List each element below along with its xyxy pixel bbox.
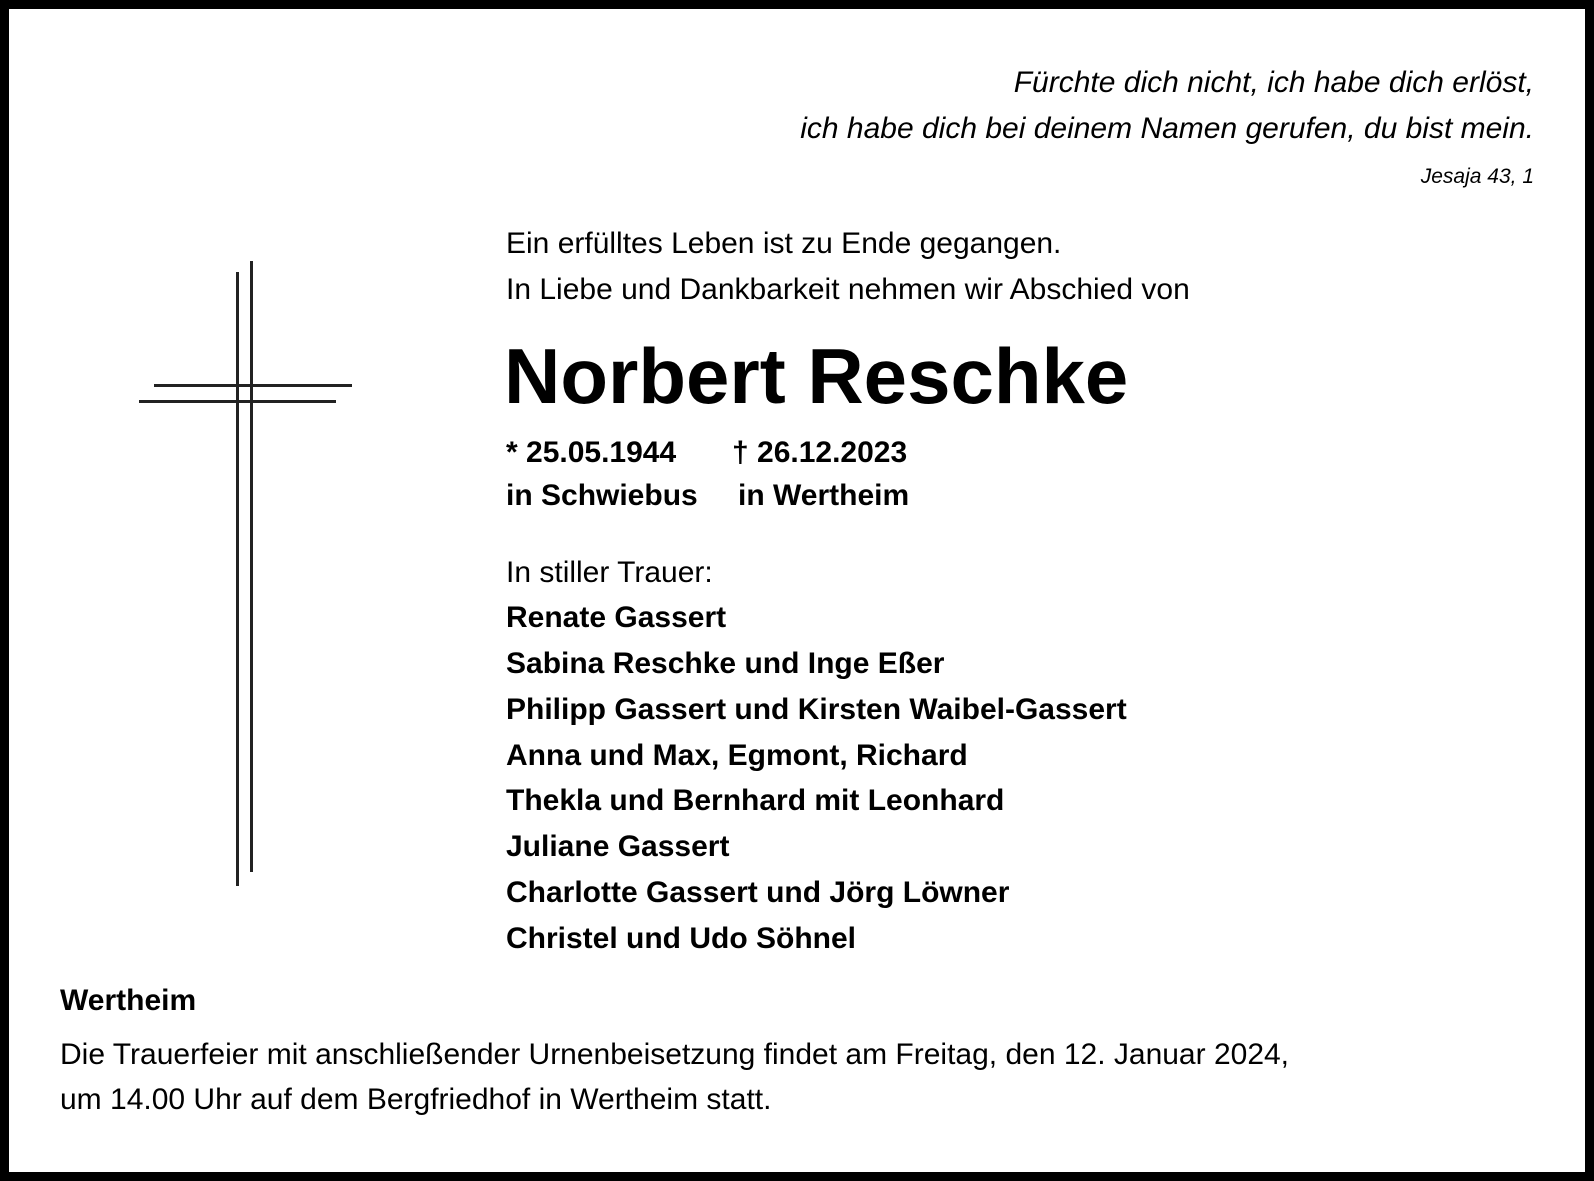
quote-reference: Jesaja 43, 1	[1420, 165, 1534, 188]
deceased-name: Norbert Reschke	[504, 332, 1129, 420]
mourner-name: Charlotte Gassert und Jörg Löwner	[506, 876, 1010, 909]
footer-line: um 14.00 Uhr auf dem Bergfriedhof in Wertheim statt.	[60, 1083, 772, 1116]
birth-date: * 25.05.1944	[506, 436, 677, 469]
intro-line: Ein erfülltes Leben ist zu Ende gegangen.	[506, 227, 1062, 260]
death-place: in Wertheim	[738, 479, 910, 512]
footer-line: Die Trauerfeier mit anschließender Urnenbeisetzung findet am Freitag, den 12. Januar 2024,	[60, 1038, 1290, 1071]
mourner-name: Christel und Udo Söhnel	[506, 922, 856, 955]
footer-place: Wertheim	[60, 984, 197, 1017]
mourner-name: Sabina Reschke und Inge Eßer	[506, 647, 945, 680]
quote-line: Fürchte dich nicht, ich habe dich erlöst,	[1013, 66, 1534, 99]
mourners-heading: In stiller Trauer:	[506, 556, 713, 589]
death-date: † 26.12.2023	[732, 436, 908, 469]
mourner-name: Anna und Max, Egmont, Richard	[506, 739, 968, 772]
mourner-name: Philipp Gassert und Kirsten Waibel-Gassert	[506, 693, 1127, 726]
quote-line: ich habe dich bei deinem Namen gerufen, du bist mein.	[800, 112, 1534, 145]
birth-place: in Schwiebus	[506, 479, 698, 512]
mourner-name: Juliane Gassert	[506, 830, 730, 863]
mourner-name: Thekla und Bernhard mit Leonhard	[506, 784, 1005, 817]
mourner-name: Renate Gassert	[506, 601, 727, 634]
intro-line: In Liebe und Dankbarkeit nehmen wir Abschied von	[506, 273, 1190, 306]
